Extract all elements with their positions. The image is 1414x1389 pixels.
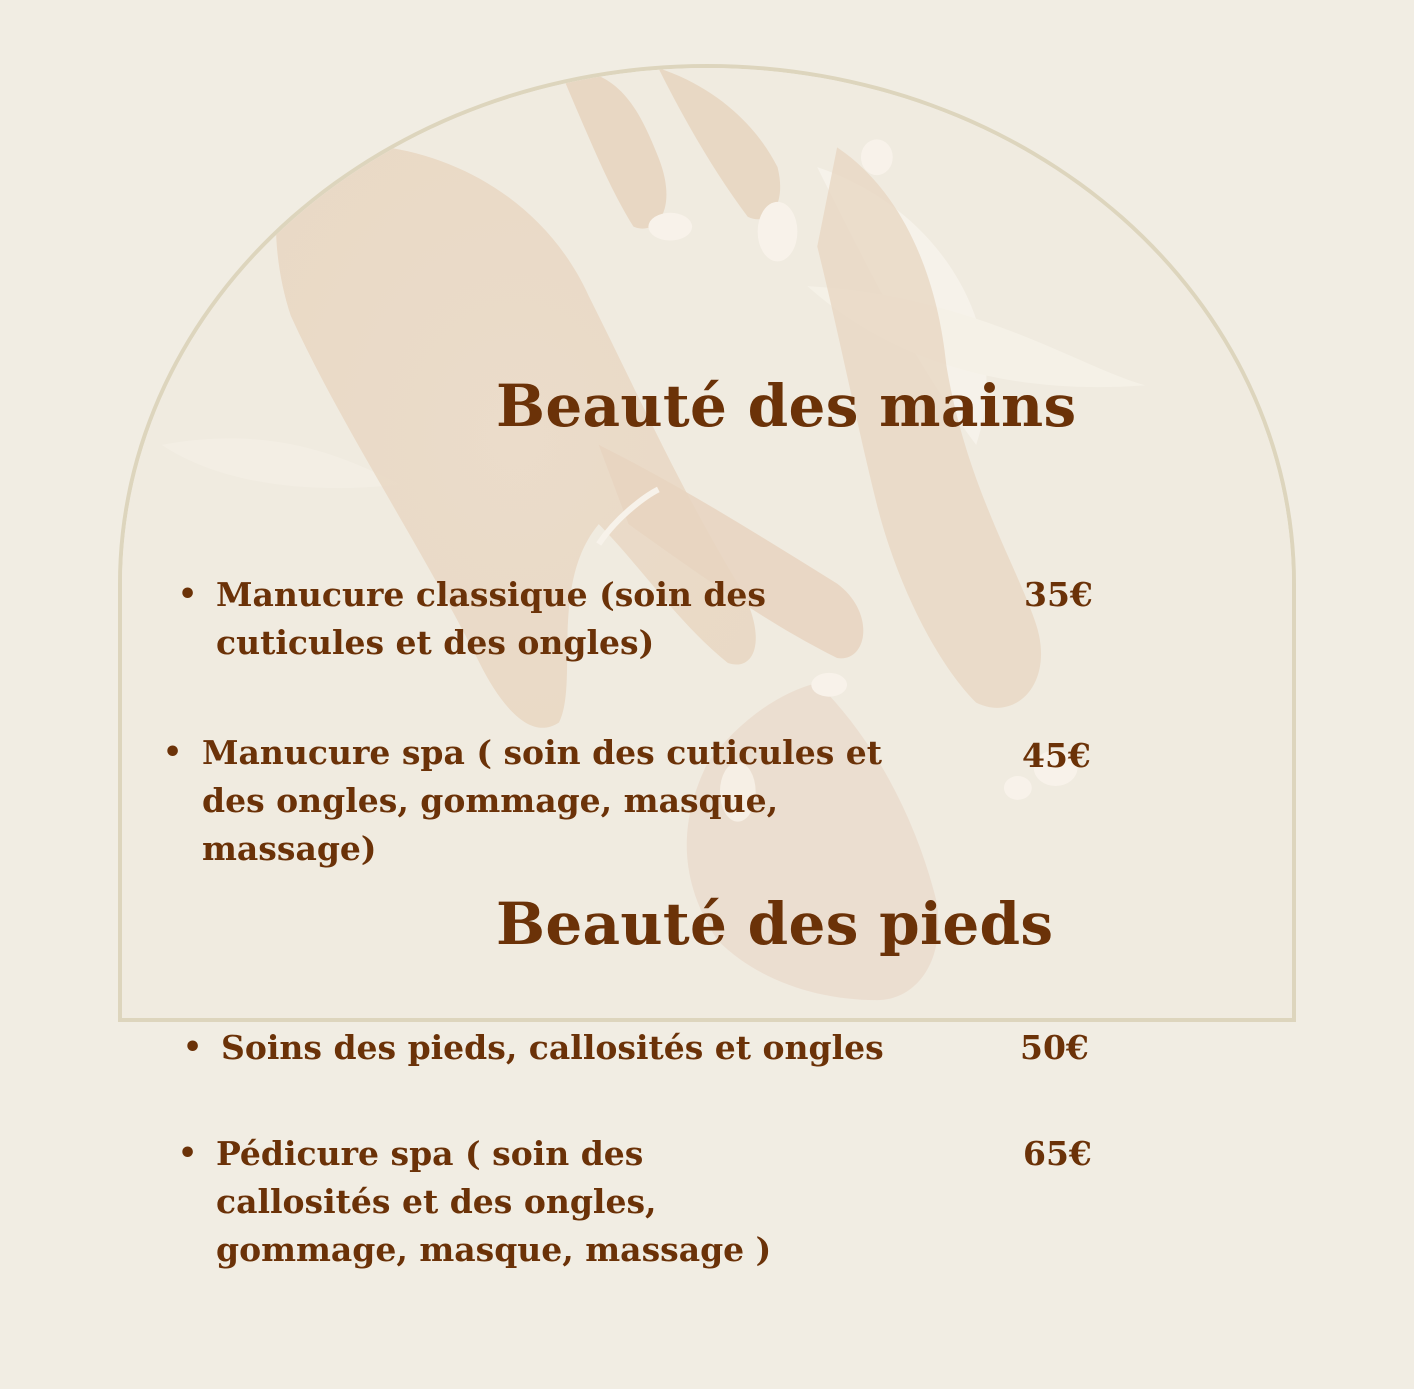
bullet-icon: • [183,1030,203,1065]
section-title-hands: Beauté des mains [496,372,1077,440]
service-price: 65€ [1023,1134,1092,1173]
service-label: Pédicure spa ( soin des callosités et des ongles, gommage, masque, massage ) [216,1134,772,1269]
service-price: 45€ [1022,736,1091,775]
bullet-icon: • [178,1136,198,1171]
service-item [178,571,938,667]
service-item [178,1130,798,1274]
service-price: 35€ [1024,575,1093,614]
section-title-feet: Beauté des pieds [496,890,1054,958]
hands-and-feet-photo [122,68,1292,1018]
service-label: Soins des pieds, callosités et ongles [221,1028,884,1067]
arch-frame [118,64,1296,1022]
service-price: 50€ [1020,1028,1089,1067]
service-item [163,729,903,873]
service-item [183,1024,903,1072]
service-label: Manucure spa ( soin des cuticules et des ongles, gommage, masque, massage) [202,733,883,868]
bullet-icon: • [163,735,183,770]
bullet-icon: • [178,577,198,612]
service-label: Manucure classique (soin des cuticules et des ongles) [216,575,766,662]
